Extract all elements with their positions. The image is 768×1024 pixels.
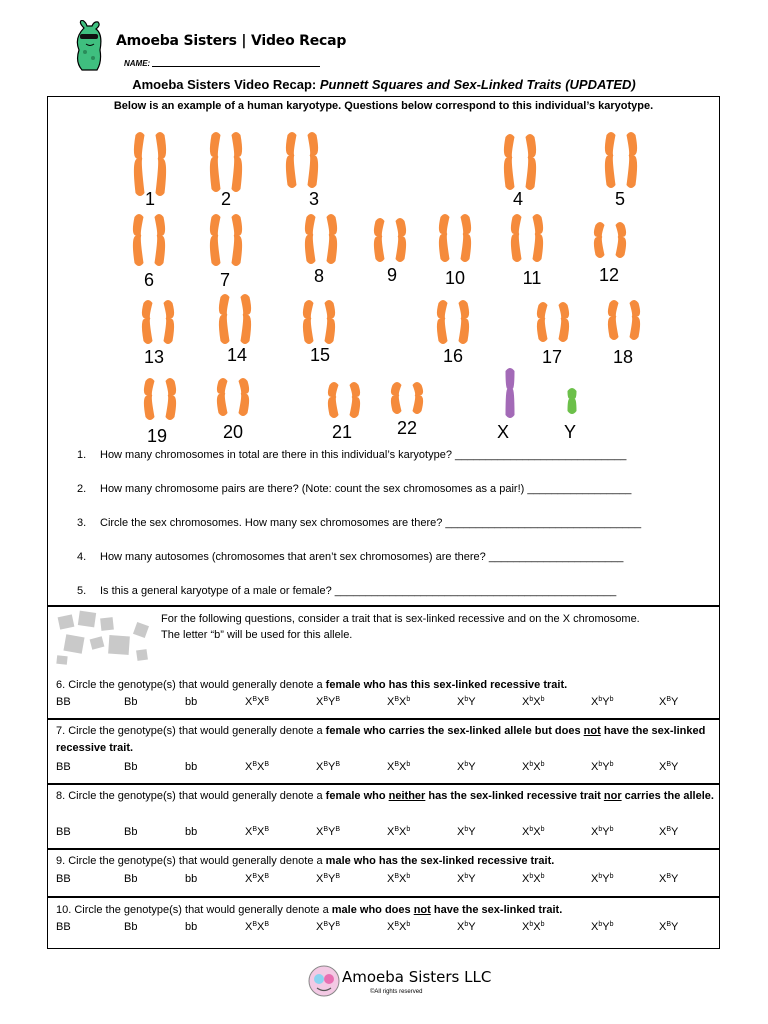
- chromosome-8: [305, 214, 337, 264]
- genotype-option[interactable]: bb: [185, 826, 198, 838]
- chromosome-1: [134, 132, 166, 196]
- chromosome-21: [328, 382, 360, 418]
- chromosome-18: [608, 300, 640, 340]
- genotype-option[interactable]: $X^bY^b$: [591, 873, 614, 885]
- genotype-option[interactable]: bb: [185, 761, 198, 773]
- genotype-option[interactable]: BB: [56, 921, 71, 933]
- chromosome-label: 14: [226, 345, 248, 365]
- genotype-option[interactable]: Bb: [124, 921, 138, 933]
- chromosome-9: [374, 218, 406, 262]
- chromosome-2: [210, 132, 242, 192]
- question-10: 10. Circle the genotype(s) that would generally denote a male who does not have the sex-linked trait.: [56, 904, 563, 916]
- chromosome-11: [511, 214, 543, 262]
- brand-title: Amoeba Sisters | Video Recap: [116, 33, 347, 49]
- genotype-option[interactable]: $X^bY^b$: [591, 921, 614, 933]
- genotype-option[interactable]: $X^BY^B$: [316, 873, 341, 885]
- genotype-option[interactable]: $X^bY$: [457, 921, 476, 933]
- genotype-option[interactable]: $X^bX^b$: [522, 921, 545, 933]
- genotype-option[interactable]: Bb: [124, 696, 138, 708]
- genotype-option[interactable]: $X^BX^B$: [245, 921, 270, 933]
- chromosome-label: 11: [522, 268, 542, 288]
- genotype-option[interactable]: $X^BX^b$: [387, 921, 411, 933]
- question-8: 8. Circle the genotype(s) that would generally denote a female who neither has the sex-linked recessive trait nor carries the allele.: [56, 790, 714, 802]
- chromosome-label: 13: [143, 347, 165, 367]
- genotype-option[interactable]: $X^BX^B$: [245, 873, 270, 885]
- chromosome-label: 5: [614, 189, 626, 209]
- chromosome-label: 20: [222, 422, 244, 442]
- genotype-option[interactable]: $X^BX^b$: [387, 826, 411, 838]
- genotype-option[interactable]: $X^BY$: [659, 873, 679, 885]
- chromosome-label: 8: [313, 266, 325, 286]
- genotype-option[interactable]: bb: [185, 921, 198, 933]
- question-8-section: [47, 784, 720, 849]
- chromosome-label: 18: [612, 347, 634, 367]
- chromosome-label: 21: [331, 422, 353, 442]
- genotype-option[interactable]: $X^bY$: [457, 826, 476, 838]
- footer-rights: ©All rights reserved: [370, 989, 423, 995]
- genotype-option[interactable]: BB: [56, 873, 71, 885]
- question-6: 6. Circle the genotype(s) that would generally denote a female who has this sex-linked recessive trait.: [56, 679, 568, 691]
- genotype-option[interactable]: $X^BX^B$: [245, 826, 270, 838]
- chromosome-Y: [568, 388, 577, 414]
- chromosome-label: 16: [442, 346, 464, 366]
- genotype-option[interactable]: $X^bX^b$: [522, 696, 545, 708]
- karyotype-figure: [48, 97, 721, 607]
- genotype-option[interactable]: $X^BY$: [659, 921, 679, 933]
- genotype-option[interactable]: $X^BX^B$: [245, 696, 270, 708]
- genotype-option[interactable]: $X^BX^B$: [245, 761, 270, 773]
- genotype-option[interactable]: $X^bY^b$: [591, 696, 614, 708]
- genotype-option[interactable]: $X^bY$: [457, 761, 476, 773]
- chromosome-label: Y: [563, 422, 577, 442]
- chromosome-13: [142, 300, 174, 344]
- chromosome-label: 2: [220, 189, 232, 209]
- chromosome-12: [594, 222, 626, 258]
- chromosome-label: 10: [444, 268, 466, 288]
- chromosome-7: [210, 214, 242, 266]
- genotype-option[interactable]: Bb: [124, 826, 138, 838]
- worksheet-title: Amoeba Sisters Video Recap: Punnett Squares and Sex-Linked Traits (UPDATED): [132, 77, 636, 92]
- amoeba-mascot-logo: [70, 20, 110, 72]
- chromosome-5: [605, 132, 637, 188]
- chromosome-17: [537, 302, 569, 342]
- genotype-option[interactable]: $X^BX^b$: [387, 873, 411, 885]
- genotype-option[interactable]: $X^bX^b$: [522, 761, 545, 773]
- genotype-option[interactable]: $X^bX^b$: [522, 873, 545, 885]
- question-10-section: [47, 897, 720, 949]
- chromosome-16: [437, 300, 469, 344]
- genotype-option[interactable]: $X^bY^b$: [591, 826, 614, 838]
- chromosome-label: 1: [144, 189, 156, 209]
- genotype-option[interactable]: $X^BX^b$: [387, 696, 411, 708]
- genotype-option[interactable]: BB: [56, 696, 71, 708]
- chromosome-3: [286, 132, 318, 188]
- genotype-option[interactable]: $X^BY$: [659, 696, 679, 708]
- name-blank[interactable]: [152, 66, 320, 67]
- genotype-option[interactable]: $X^bY^b$: [591, 761, 614, 773]
- amoeba-sisters-footer-logo-icon: [308, 965, 340, 997]
- chromosome-label: 4: [512, 189, 524, 209]
- question-9-section: [47, 849, 720, 897]
- question-9: 9. Circle the genotype(s) that would generally denote a male who has the sex-linked recessive trait.: [56, 855, 555, 867]
- genotype-option[interactable]: BB: [56, 826, 71, 838]
- genotype-option[interactable]: $X^bY$: [457, 696, 476, 708]
- question-7-section: [47, 719, 720, 784]
- chromosome-6: [133, 214, 165, 266]
- chromosome-label: X: [496, 422, 510, 442]
- chromosome-20: [217, 378, 249, 416]
- genotype-option[interactable]: Bb: [124, 761, 138, 773]
- genotype-option[interactable]: $X^BY^B$: [316, 826, 341, 838]
- chromosome-label: 6: [143, 270, 155, 290]
- footer-brand: Amoeba Sisters LLC: [342, 968, 492, 986]
- genotype-option[interactable]: BB: [56, 761, 71, 773]
- genotype-option[interactable]: $X^BY^B$: [316, 696, 341, 708]
- chromosome-22: [391, 382, 423, 414]
- chromosome-label: 3: [308, 189, 320, 209]
- name-label: NAME:: [124, 59, 151, 68]
- chromosome-label: 7: [219, 270, 231, 290]
- karyotype-section: Below is an example of a human karyotype. Questions below correspond to this individual’s karyotype. 1 2 3 4 5 6 7 8 9 10 11 12 13 14 15 16 17 18 19 20 21 22 X Y 1. How many chromosomes in total are there in this individual’s karyotype? ____________________________ 2. How many chromosome pairs are there? (Note: count the sex chromosomes as a pair!) _________________ 3. Circle the sex chromosomes. How many sex chromosomes are there? ________________________________ 4. How many autosomes (chromosomes that aren’t sex chromosomes) are there? ______________________ 5. Is this a general karyotype of a male or female? ______________________________________________: [47, 96, 720, 606]
- question-7: 7. Circle the genotype(s) that would generally denote a female who carries the sex-linked allele but does not have the sex-linked recessive trait.: [56, 725, 706, 754]
- chromosome-label: 15: [309, 345, 331, 365]
- genotype-option[interactable]: bb: [185, 873, 198, 885]
- karyotype-intro: Below is an example of a human karyotype. Questions below correspond to this individual’s karyotype.: [113, 100, 654, 112]
- sex-linked-intro-section: [47, 606, 720, 719]
- chromosome-X: [506, 368, 515, 418]
- genotype-option[interactable]: $X^BY^B$: [316, 761, 341, 773]
- chromosome-label: 12: [598, 265, 620, 285]
- chromosome-4: [504, 134, 536, 190]
- sex-linked-intro-text: For the following questions, consider a trait that is sex-linked recessive and on the X chromosome. The letter “b” will be used for this allele.: [161, 613, 640, 641]
- genotype-option[interactable]: $X^BY^B$: [316, 921, 341, 933]
- chromosome-10: [439, 214, 471, 262]
- chromosome-label: 9: [386, 265, 398, 285]
- chromosome-15: [303, 300, 335, 344]
- genotype-option[interactable]: Bb: [124, 873, 138, 885]
- chromosome-14: [219, 294, 251, 344]
- genotype-option[interactable]: $X^BY$: [659, 761, 679, 773]
- chromosome-label: 17: [541, 347, 563, 367]
- chromosome-label: 19: [146, 426, 168, 446]
- chromosome-19: [144, 378, 176, 420]
- genotype-option[interactable]: $X^bY$: [457, 873, 476, 885]
- genotype-option[interactable]: $X^BX^b$: [387, 761, 411, 773]
- punnett-squares-decoration-icon: [54, 609, 154, 667]
- genotype-option[interactable]: $X^bX^b$: [522, 826, 545, 838]
- chromosome-label: 22: [396, 418, 418, 438]
- genotype-option[interactable]: bb: [185, 696, 198, 708]
- genotype-option[interactable]: $X^BY$: [659, 826, 679, 838]
